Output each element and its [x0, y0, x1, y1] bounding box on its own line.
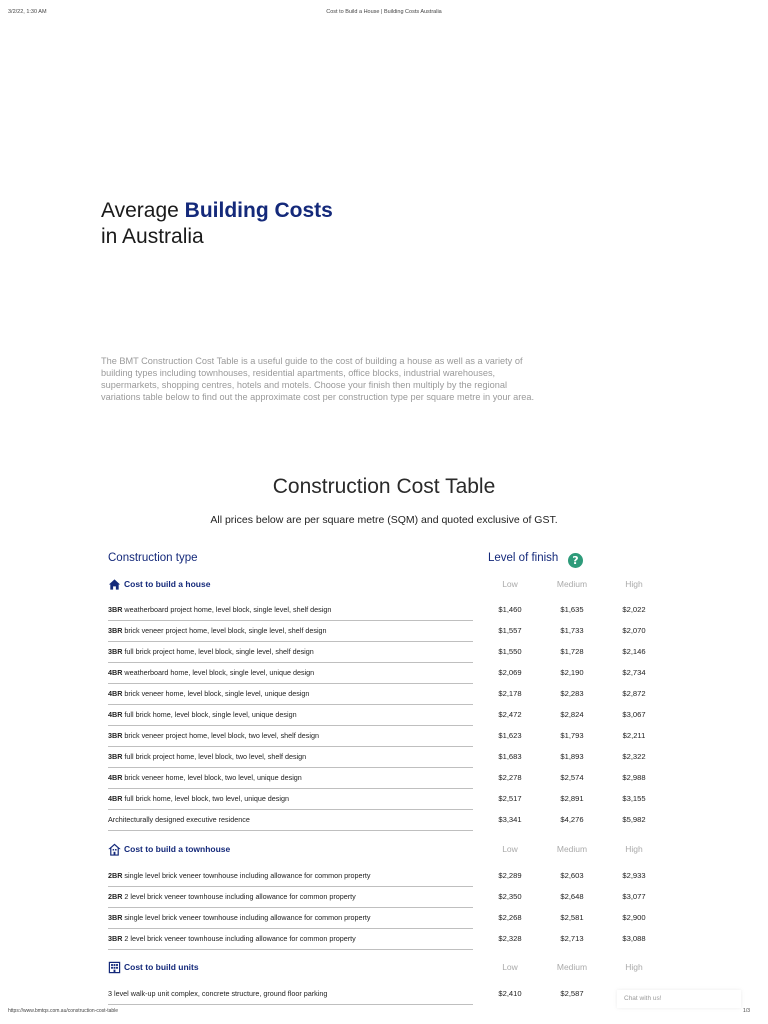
table-row	[108, 984, 668, 1005]
bedroom-count: 3BR	[108, 605, 123, 614]
row-description	[108, 647, 314, 656]
low-price: $2,069	[498, 668, 522, 677]
row-description	[108, 892, 356, 901]
high-label: High	[625, 962, 643, 972]
bedroom-count: 4BR	[108, 773, 123, 782]
low-price: $1,623	[498, 731, 522, 740]
row-description	[108, 815, 250, 824]
medium-label: Medium	[556, 844, 588, 854]
row-description	[108, 934, 356, 943]
bedroom-count: 3BR	[108, 731, 123, 740]
row-text: full brick project home, level block, single level, shelf design	[124, 647, 314, 656]
construction-type-header: Construction type	[108, 552, 198, 564]
row-description	[108, 668, 314, 677]
building-icon	[108, 961, 121, 974]
row-text: single level brick veneer townhouse including allowance for common property	[124, 913, 371, 922]
bedroom-count: 3BR	[108, 913, 123, 922]
high-price: $2,211	[622, 731, 646, 740]
high-label: High	[625, 579, 643, 589]
low-price: $2,278	[498, 773, 522, 782]
bedroom-count: 3BR	[108, 626, 123, 635]
medium-price: $2,574	[560, 773, 584, 782]
low-price: $2,289	[498, 871, 522, 880]
medium-price: $1,635	[560, 605, 584, 614]
medium-price: $2,891	[560, 794, 584, 803]
low-label: Low	[502, 579, 518, 589]
title-highlight: Building Costs	[184, 199, 333, 222]
medium-price: $2,587	[560, 989, 584, 998]
low-price: $2,472	[498, 710, 522, 719]
row-text: brick veneer project home, level block, single level, shelf design	[124, 626, 327, 635]
table-row	[108, 726, 668, 747]
medium-price: $1,793	[560, 731, 584, 740]
high-price: $2,146	[622, 647, 646, 656]
table-row	[108, 663, 668, 684]
medium-price: $4,276	[560, 815, 584, 824]
bedroom-count: 3BR	[108, 647, 123, 656]
high-price: $2,900	[622, 913, 646, 922]
house-rows	[108, 600, 668, 831]
medium-price: $2,713	[560, 934, 584, 943]
table-row	[108, 810, 668, 831]
low-price: $2,268	[498, 913, 522, 922]
table-row	[108, 642, 668, 663]
table-row	[108, 908, 668, 929]
row-text: single level brick veneer townhouse including allowance for common property	[124, 871, 371, 880]
medium-price: $2,190	[560, 668, 584, 677]
medium-price: $2,648	[560, 892, 584, 901]
print-date: 3/2/22, 1:30 AM	[8, 9, 47, 15]
low-price: $2,517	[498, 794, 522, 803]
high-price: $3,067	[622, 710, 646, 719]
bedroom-count: 2BR	[108, 892, 123, 901]
high-price: $2,734	[622, 668, 646, 677]
row-text: brick veneer home, level block, single level, unique design	[124, 689, 310, 698]
row-description	[108, 731, 319, 740]
print-footer	[0, 1008, 768, 1018]
row-text: full brick home, level block, two level, unique design	[124, 794, 289, 803]
table-row	[108, 705, 668, 726]
row-text: brick veneer project home, level block, two level, shelf design	[124, 731, 319, 740]
print-page-title: Cost to Build a House | Building Costs Australia	[326, 9, 442, 15]
row-description	[108, 605, 331, 614]
bedroom-count: 3BR	[108, 752, 123, 761]
row-description	[108, 989, 327, 998]
row-description	[108, 794, 289, 803]
table-row	[108, 621, 668, 642]
row-text: Architecturally designed executive residence	[108, 815, 250, 824]
section-label: Cost to build a house	[124, 579, 211, 589]
bedroom-count: 4BR	[108, 668, 123, 677]
low-label: Low	[502, 962, 518, 972]
help-icon[interactable]: ?	[568, 553, 583, 568]
high-price: $2,070	[622, 626, 646, 635]
section-header-units	[108, 960, 668, 976]
high-price: $3,088	[622, 934, 646, 943]
low-price: $3,341	[498, 815, 522, 824]
medium-price: $1,733	[560, 626, 584, 635]
medium-label: Medium	[556, 579, 588, 589]
townhouse-rows	[108, 866, 668, 950]
row-description	[108, 773, 302, 782]
bedroom-count: 3BR	[108, 934, 123, 943]
table-row	[108, 929, 668, 950]
high-price: $3,155	[622, 794, 646, 803]
high-price: $2,933	[622, 871, 646, 880]
high-price: $5,982	[622, 815, 646, 824]
table-row	[108, 768, 668, 789]
level-of-finish-header: Level of finish	[488, 552, 559, 564]
house-icon	[108, 578, 121, 591]
row-text: full brick home, level block, single level, unique design	[124, 710, 297, 719]
row-text: full brick project home, level block, two level, shelf design	[124, 752, 307, 761]
low-price: $2,328	[498, 934, 522, 943]
table-title: Construction Cost Table	[272, 475, 496, 498]
townhouse-icon	[108, 843, 121, 856]
section-header-house	[108, 577, 668, 593]
row-description	[108, 752, 306, 761]
row-description	[108, 710, 297, 719]
print-url: https://www.bmtqs.com.au/construction-cost-table	[8, 1008, 119, 1014]
table-row	[108, 600, 668, 621]
row-description	[108, 913, 371, 922]
page-title	[101, 198, 333, 250]
title-prefix: Average	[101, 199, 185, 222]
row-text: weatherboard project home, level block, single level, shelf design	[124, 605, 332, 614]
medium-label: Medium	[556, 962, 588, 972]
low-price: $1,683	[498, 752, 522, 761]
medium-price: $1,893	[560, 752, 584, 761]
high-price: $2,872	[622, 689, 646, 698]
row-description	[108, 626, 327, 635]
units-rows	[108, 984, 668, 1005]
row-text: 3 level walk-up unit complex, concrete structure, ground floor parking	[108, 989, 328, 998]
bedroom-count: 4BR	[108, 710, 123, 719]
table-subtitle: All prices below are per square metre (SQM) and quoted exclusive of GST.	[210, 514, 558, 526]
chat-widget[interactable]: Chat with us!	[617, 990, 741, 1008]
print-header	[0, 9, 768, 19]
high-price: $2,988	[622, 773, 646, 782]
row-text: weatherboard home, level block, single level, unique design	[124, 668, 315, 677]
medium-price: $2,581	[560, 913, 584, 922]
intro-paragraph: The BMT Construction Cost Table is a useful guide to the cost of building a house as well as a variety of building types including townhouses, residential apartments, office blocks, industrial warehouses, supermarkets, shopping centres, hotels and motels. Choose your finish then multiply by the regional variations table below to find out the approximate cost per construction type per square metre in your area.	[101, 356, 535, 402]
section-label: Cost to build units	[124, 962, 199, 972]
print-page-number: 1/3	[743, 1008, 750, 1014]
section-header-townhouse	[108, 842, 668, 858]
bedroom-count: 4BR	[108, 794, 123, 803]
high-price: $3,077	[622, 892, 646, 901]
low-label: Low	[502, 844, 518, 854]
table-row	[108, 684, 668, 705]
table-row	[108, 747, 668, 768]
bedroom-count: 4BR	[108, 689, 123, 698]
row-divider	[108, 830, 473, 831]
row-text: 2 level brick veneer townhouse including allowance for common property	[124, 934, 356, 943]
row-description	[108, 689, 309, 698]
row-divider	[108, 1004, 473, 1005]
medium-price: $2,283	[560, 689, 584, 698]
medium-price: $1,728	[560, 647, 584, 656]
low-price: $1,557	[498, 626, 522, 635]
low-price: $1,460	[498, 605, 522, 614]
row-text: 2 level brick veneer townhouse including allowance for common property	[124, 892, 356, 901]
low-price: $2,410	[498, 989, 522, 998]
row-divider	[108, 949, 473, 950]
title-line2: in Australia	[101, 225, 204, 248]
low-price: $2,350	[498, 892, 522, 901]
table-row	[108, 789, 668, 810]
low-price: $2,178	[498, 689, 522, 698]
table-row	[108, 887, 668, 908]
high-price: $2,022	[622, 605, 646, 614]
medium-price: $2,824	[560, 710, 584, 719]
high-price: $2,322	[622, 752, 646, 761]
high-label: High	[625, 844, 643, 854]
row-description	[108, 871, 371, 880]
table-row	[108, 866, 668, 887]
low-price: $1,550	[498, 647, 522, 656]
row-text: brick veneer home, level block, two level, unique design	[124, 773, 302, 782]
medium-price: $2,603	[560, 871, 584, 880]
section-label: Cost to build a townhouse	[124, 844, 231, 854]
bedroom-count: 2BR	[108, 871, 123, 880]
